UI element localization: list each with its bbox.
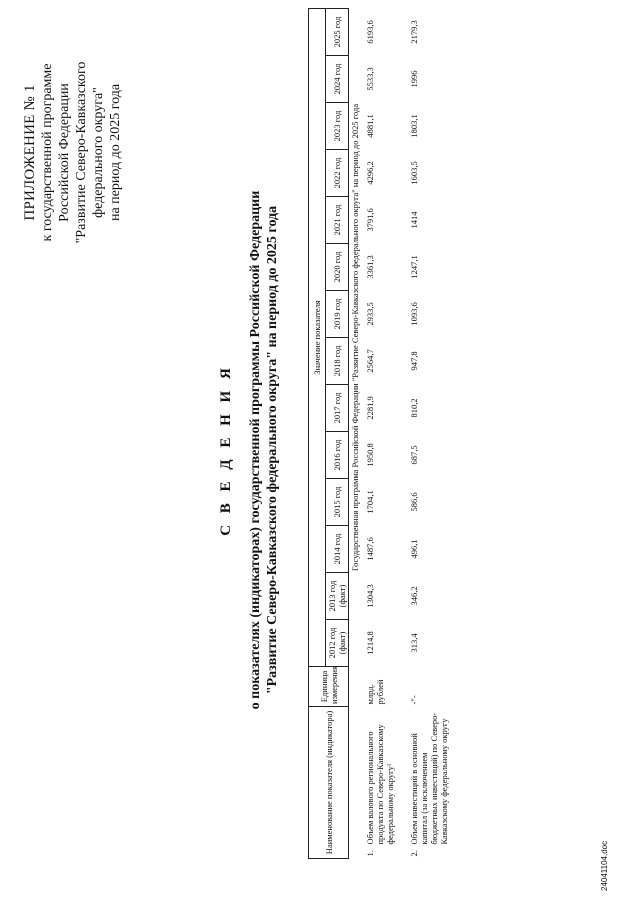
document-subtitle-line1: о показателях (индикаторах) государственной программы Российской Федерации [248,190,263,710]
value-cell: 1704,1 [365,490,375,514]
value-cell: 4296,2 [365,161,375,185]
value-cell: 1304,3 [365,584,375,608]
value-cell: 6193,6 [365,20,375,44]
header-unit: Единица измерения [309,666,349,706]
value-cell: 2933,5 [365,302,375,326]
value-cell: 810,2 [409,398,419,418]
value-cell: 3361,3 [365,255,375,279]
value-cell: 1487,6 [365,537,375,561]
appendix-line: к государственной программе [40,63,55,242]
appendix-note [22,20,124,285]
value-cell: 1414 [409,211,419,229]
row-number: 1. [365,850,375,857]
value-cell: 3791,6 [365,208,375,232]
unit-cell: -"- [409,695,419,705]
value-cell: 687,5 [409,445,419,465]
value-cell: 586,6 [409,492,419,512]
indicator-name: Объем инвестиций в основной капитал (за исключением бюджетных инвестиций) по Северо-Кавказскому федеральному округу [409,712,449,845]
header-year: 2024 год [326,55,349,102]
header-year: 2016 год [326,431,349,478]
program-row: Государственная программа Российской Федерации "Развитие Северо-Кавказского федерального округа" на период до 2025 года [349,8,362,666]
value-cell: 2281,9 [365,396,375,420]
value-cell: 1996 [409,70,419,88]
header-year: 2023 год [326,102,349,149]
appendix-line: федерального округа" [91,87,106,218]
table-row [361,8,405,858]
value-cell: 1950,8 [365,443,375,467]
header-year: 2012 год (факт) [326,619,349,666]
appendix-line: "Развитие Северо-Кавказского [74,61,89,244]
header-year: 2015 год [326,478,349,525]
header-indicator-name: Наименование показателя (индикатора) [309,706,349,858]
document-title: С В Е Д Е Н И Я [218,364,234,536]
value-cell: 2179,3 [409,20,419,44]
appendix-heading: ПРИЛОЖЕНИЕ № 1 [22,84,38,221]
value-cell: 1603,5 [409,161,419,185]
value-cell: 1247,1 [409,255,419,279]
header-year: 2025 год [326,8,349,55]
header-year: 2018 год [326,337,349,384]
row-number: 2. [409,850,419,857]
document-subtitle-line2: "Развитие Северо-Кавказского федерального округа" на период до 2025 года [265,205,280,695]
indicators-table [308,8,459,859]
header-year: 2014 год [326,525,349,572]
header-year: 2013 год (факт) [326,572,349,619]
value-cell: 1093,6 [409,302,419,326]
header-year: 2019 год [326,290,349,337]
value-cell: 1803,1 [409,114,419,138]
value-cell: 2564,7 [365,349,375,373]
appendix-line: Российской Федерации [57,83,72,222]
file-name: 24041104.doc [600,840,609,891]
header-values: Значение показателя [309,8,326,666]
header-year: 2017 год [326,384,349,431]
unit-cell: млрд. рублей [365,679,385,705]
value-cell: 346,2 [409,586,419,606]
header-year: 2021 год [326,196,349,243]
value-cell: 1214,8 [365,631,375,655]
value-cell: 4881,1 [365,114,375,138]
indicator-name: Объем валового регионального продукта по Северо-Кавказскому федеральному округу¹ [365,724,395,845]
header-year: 2022 год [326,149,349,196]
value-cell: 947,8 [409,351,419,371]
appendix-line: на период до 2025 года [108,83,123,222]
value-cell: 5533,3 [365,67,375,91]
table-row [405,8,459,858]
value-cell: 496,1 [409,539,419,559]
value-cell: 313,4 [409,633,419,653]
header-year: 2020 год [326,243,349,290]
